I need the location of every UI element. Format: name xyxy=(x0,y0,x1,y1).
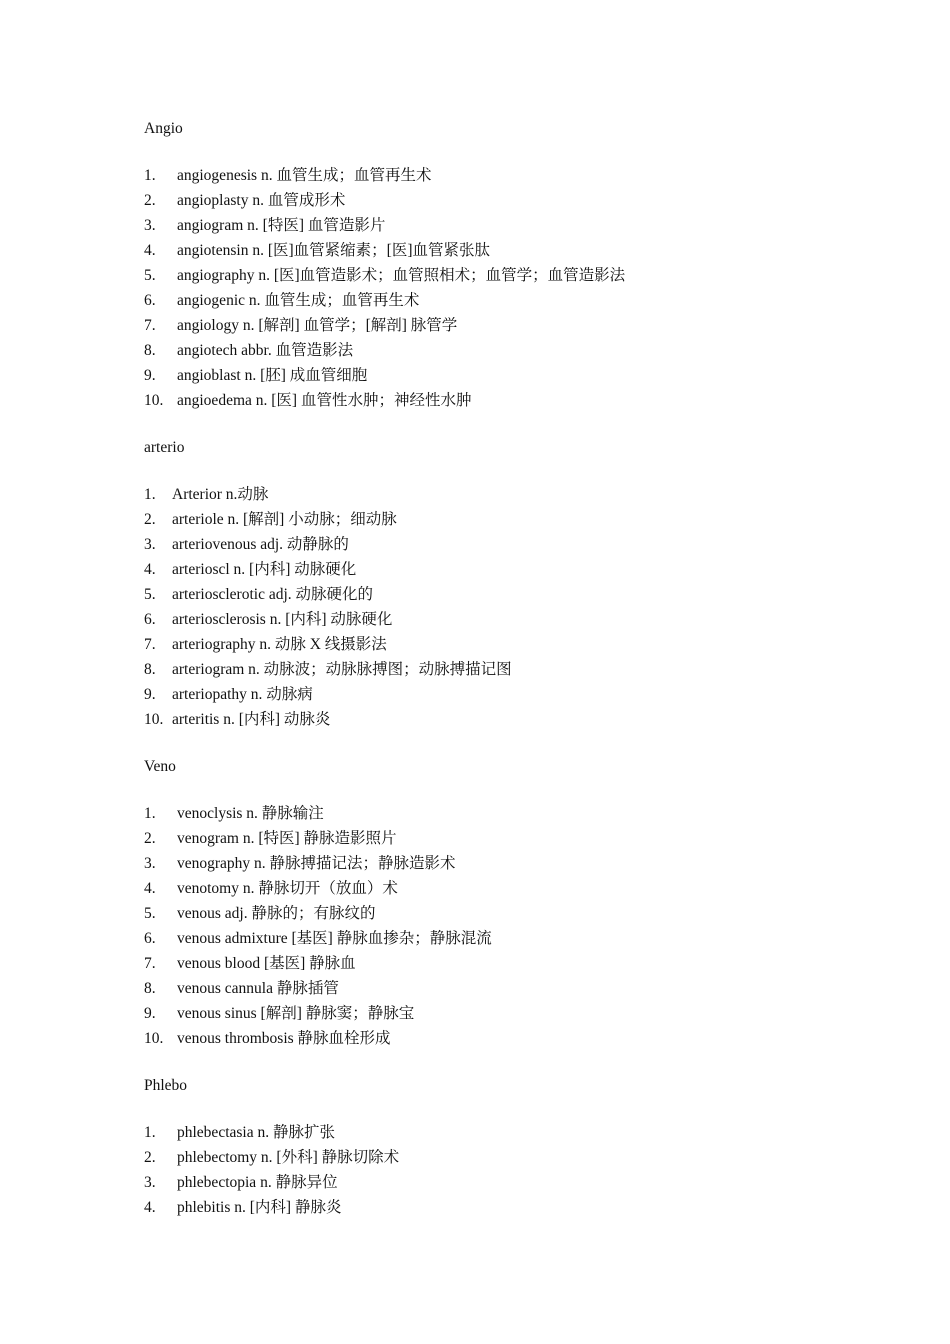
list-item xyxy=(144,632,904,657)
item-text: arteriosclerotic adj. 动脉硬化的 xyxy=(172,586,374,603)
list-item xyxy=(144,313,904,338)
section-heading: arterio xyxy=(144,439,185,456)
section-angio xyxy=(144,116,904,413)
item-text: venogram n. [特医] 静脉造影照片 xyxy=(177,830,397,847)
item-text: venography n. 静脉搏描记法；静脉造影术 xyxy=(177,855,456,872)
item-text: venous cannula 静脉插管 xyxy=(177,980,339,997)
item-number: 5. xyxy=(144,586,156,603)
item-text: arteriole n. [解剖] 小动脉；细动脉 xyxy=(172,511,397,528)
item-text: angiology n. [解剖] 血管学；[解剖] 脉管学 xyxy=(177,317,458,334)
item-text: phlebitis n. [内科] 静脉炎 xyxy=(177,1199,342,1216)
item-number: 6. xyxy=(144,611,156,628)
item-number: 7. xyxy=(144,636,156,653)
item-number: 3. xyxy=(144,855,156,872)
item-number: 1. xyxy=(144,805,156,822)
item-text: venous sinus [解剖] 静脉窦；静脉宝 xyxy=(177,1005,415,1022)
term-list xyxy=(144,801,904,1051)
list-item xyxy=(144,926,904,951)
item-number: 4. xyxy=(144,880,156,897)
item-text: venotomy n. 静脉切开（放血）术 xyxy=(177,880,398,897)
document-page xyxy=(144,116,904,1242)
section-arterio xyxy=(144,435,904,732)
item-text: angiogram n. [特医] 血管造影片 xyxy=(177,217,386,234)
item-number: 8. xyxy=(144,661,156,678)
list-item xyxy=(144,901,904,926)
item-number: 1. xyxy=(144,1124,156,1141)
item-text: arteriogram n. 动脉波；动脉脉搏图；动脉搏描记图 xyxy=(172,661,512,678)
item-number: 2. xyxy=(144,192,156,209)
item-number: 7. xyxy=(144,955,156,972)
list-item xyxy=(144,1145,904,1170)
item-text: venous blood [基医] 静脉血 xyxy=(177,955,356,972)
item-number: 10. xyxy=(144,392,164,409)
item-text: angioblast n. [胚] 成血管细胞 xyxy=(177,367,368,384)
item-number: 2. xyxy=(144,511,156,528)
section-heading: Veno xyxy=(144,758,176,775)
item-text: angioedema n. [医] 血管性水肿；神经性水肿 xyxy=(177,392,472,409)
item-number: 3. xyxy=(144,536,156,553)
term-list xyxy=(144,482,904,732)
item-number: 4. xyxy=(144,1199,156,1216)
item-text: venous adj. 静脉的；有脉纹的 xyxy=(177,905,376,922)
list-item xyxy=(144,388,904,413)
item-text: angiotech abbr. 血管造影法 xyxy=(177,342,354,359)
item-number: 10. xyxy=(144,711,164,728)
list-item xyxy=(144,507,904,532)
list-item xyxy=(144,657,904,682)
list-item xyxy=(144,238,904,263)
item-number: 10. xyxy=(144,1030,164,1047)
item-text: arteriopathy n. 动脉病 xyxy=(172,686,313,703)
item-number: 5. xyxy=(144,905,156,922)
list-item xyxy=(144,876,904,901)
item-text: phlebectasia n. 静脉扩张 xyxy=(177,1124,335,1141)
list-item xyxy=(144,976,904,1001)
item-number: 9. xyxy=(144,686,156,703)
item-number: 3. xyxy=(144,217,156,234)
item-number: 6. xyxy=(144,930,156,947)
item-number: 8. xyxy=(144,342,156,359)
item-number: 7. xyxy=(144,317,156,334)
list-item xyxy=(144,851,904,876)
item-text: arteriosclerosis n. [内科] 动脉硬化 xyxy=(172,611,393,628)
item-text: arteriovenous adj. 动静脉的 xyxy=(172,536,349,553)
item-text: venous admixture [基医] 静脉血掺杂；静脉混流 xyxy=(177,930,492,947)
item-text: phlebectopia n. 静脉异位 xyxy=(177,1174,338,1191)
item-number: 4. xyxy=(144,561,156,578)
section-veno xyxy=(144,754,904,1051)
item-text: venoclysis n. 静脉输注 xyxy=(177,805,324,822)
list-item xyxy=(144,801,904,826)
list-item xyxy=(144,363,904,388)
term-list xyxy=(144,1120,904,1220)
item-text: arterioscl n. [内科] 动脉硬化 xyxy=(172,561,357,578)
list-item xyxy=(144,1195,904,1220)
item-text: venous thrombosis 静脉血栓形成 xyxy=(177,1030,391,1047)
list-item xyxy=(144,1001,904,1026)
list-item xyxy=(144,338,904,363)
item-number: 2. xyxy=(144,1149,156,1166)
list-item xyxy=(144,557,904,582)
list-item xyxy=(144,263,904,288)
section-phlebo xyxy=(144,1073,904,1220)
item-number: 9. xyxy=(144,1005,156,1022)
item-number: 1. xyxy=(144,486,156,503)
item-number: 6. xyxy=(144,292,156,309)
list-item xyxy=(144,163,904,188)
item-text: angioplasty n. 血管成形术 xyxy=(177,192,346,209)
list-item xyxy=(144,1170,904,1195)
list-item xyxy=(144,826,904,851)
item-number: 8. xyxy=(144,980,156,997)
item-text: arteritis n. [内科] 动脉炎 xyxy=(172,711,331,728)
item-text: angiogenesis n. 血管生成；血管再生术 xyxy=(177,167,432,184)
list-item xyxy=(144,1120,904,1145)
item-text: Arterior n.动脉 xyxy=(172,486,269,503)
list-item xyxy=(144,682,904,707)
list-item xyxy=(144,607,904,632)
list-item xyxy=(144,482,904,507)
list-item xyxy=(144,951,904,976)
list-item xyxy=(144,582,904,607)
section-heading: Angio xyxy=(144,120,183,137)
item-text: phlebectomy n. [外科] 静脉切除术 xyxy=(177,1149,400,1166)
item-number: 1. xyxy=(144,167,156,184)
list-item xyxy=(144,213,904,238)
list-item xyxy=(144,1026,904,1051)
item-number: 5. xyxy=(144,267,156,284)
item-text: angiogenic n. 血管生成；血管再生术 xyxy=(177,292,420,309)
list-item xyxy=(144,288,904,313)
item-number: 3. xyxy=(144,1174,156,1191)
term-list xyxy=(144,163,904,413)
list-item xyxy=(144,532,904,557)
item-text: angiotensin n. [医]血管紧缩素；[医]血管紧张肽 xyxy=(177,242,490,259)
section-heading: Phlebo xyxy=(144,1077,188,1094)
list-item xyxy=(144,707,904,732)
item-text: arteriography n. 动脉 X 线摄影法 xyxy=(172,636,387,653)
list-item xyxy=(144,188,904,213)
item-number: 2. xyxy=(144,830,156,847)
item-number: 4. xyxy=(144,242,156,259)
item-text: angiography n. [医]血管造影术；血管照相术；血管学；血管造影法 xyxy=(177,267,626,284)
item-number: 9. xyxy=(144,367,156,384)
